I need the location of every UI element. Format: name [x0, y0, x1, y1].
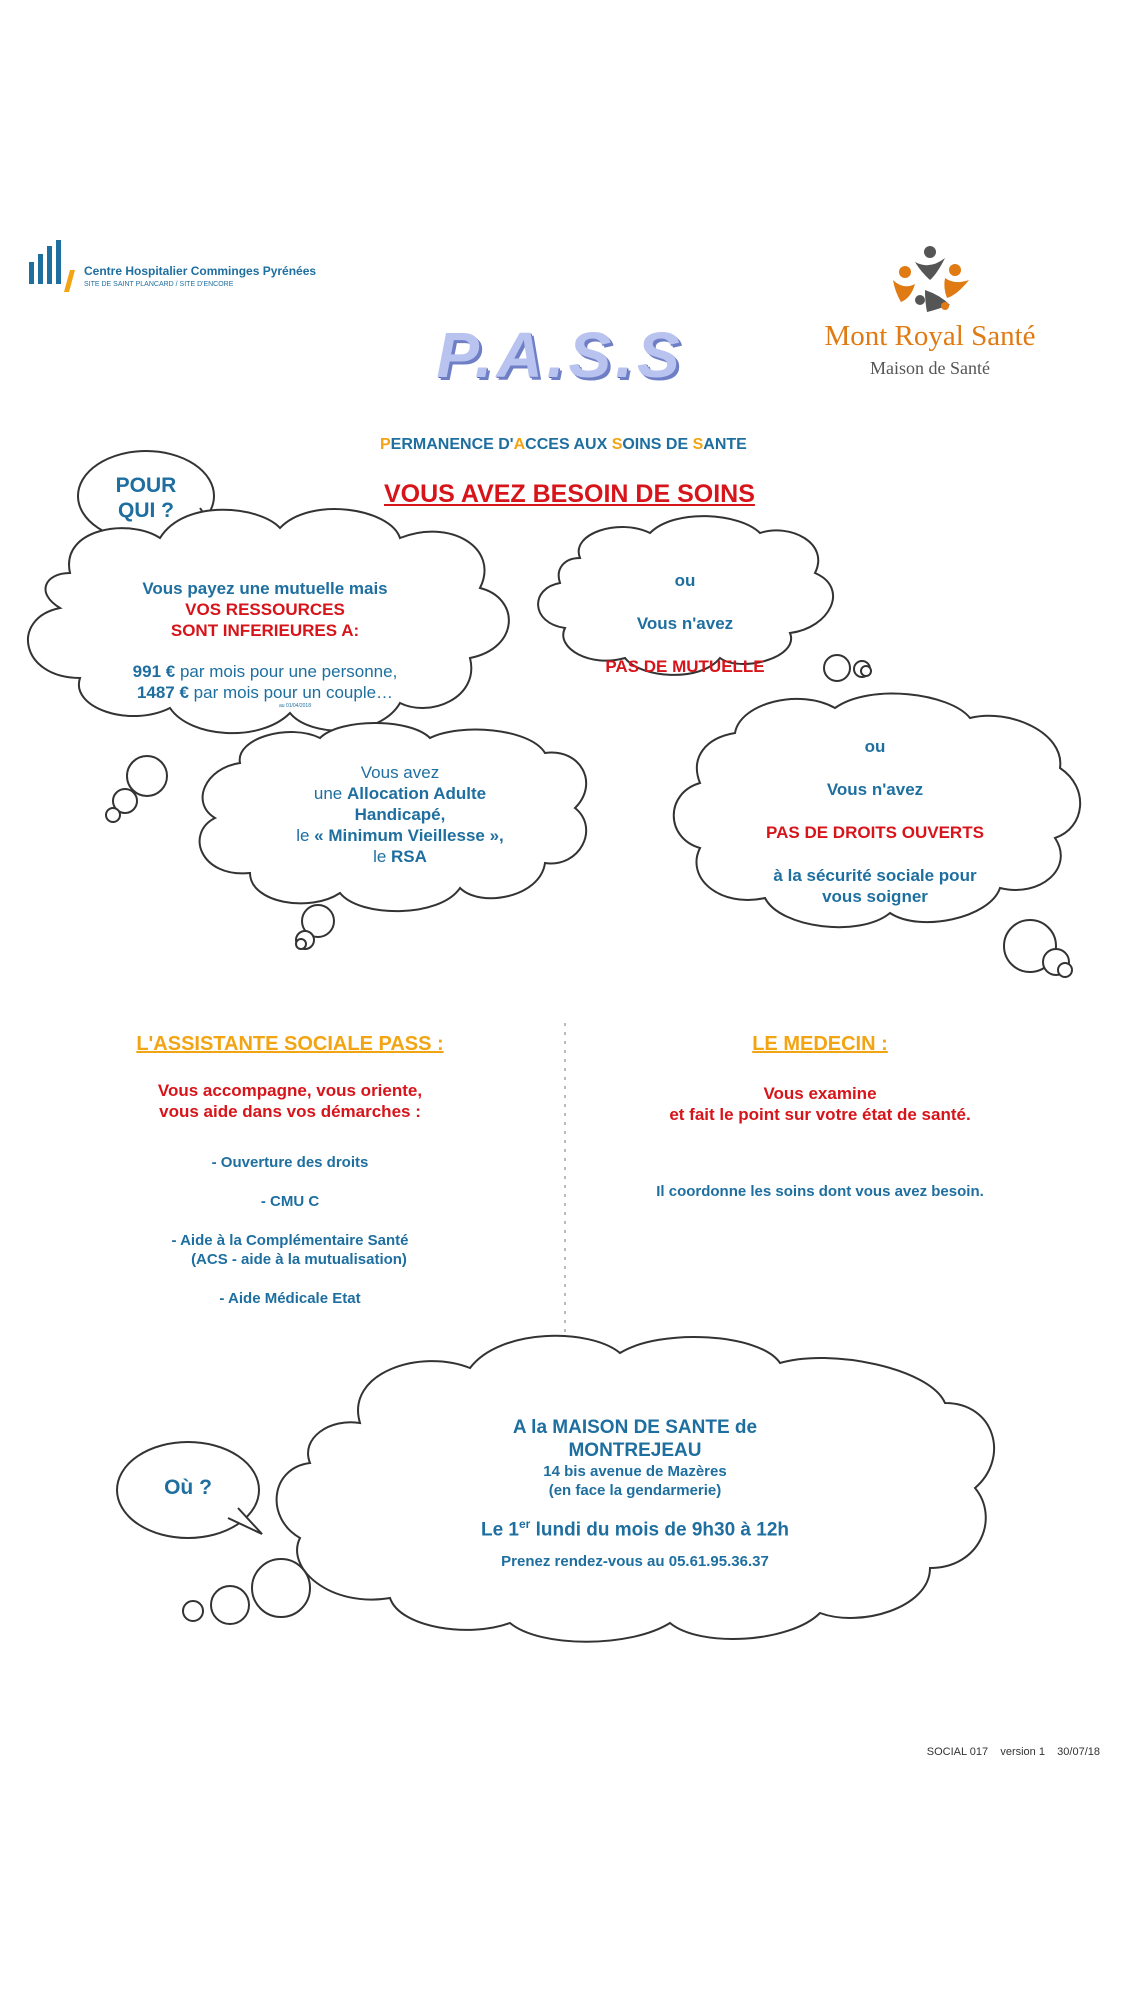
medecin-line: Vous examine: [763, 1084, 877, 1103]
cloud3-line: Handicapé,: [354, 805, 446, 824]
list-item: - Ouverture des droits: [211, 1154, 369, 1171]
subtitle-part: ERMANENCE D': [390, 436, 514, 453]
subtitle-part: CCES AUX: [525, 436, 612, 453]
assistante-list: [90, 1153, 490, 1308]
cloud4-line: à la sécurité sociale pour: [773, 866, 977, 885]
lieu-address: 14 bis avenue de Mazères: [543, 1463, 727, 1480]
cloud3-line: Vous avez: [360, 763, 440, 782]
brand-sub: Maison de Santé: [870, 358, 990, 378]
cloud3-line: le: [296, 826, 315, 845]
lieu-address-note: (en face la gendarmerie): [548, 1482, 722, 1499]
page-title: P.A.S.S: [436, 319, 684, 391]
medecin-line: et fait le point sur votre état de santé.: [669, 1105, 971, 1124]
medecin-title: LE MEDECIN :: [752, 1033, 888, 1055]
assistante-title: L'ASSISTANTE SOCIALE PASS :: [136, 1033, 444, 1055]
headline: VOUS AVEZ BESOIN DE SOINS: [384, 480, 755, 508]
cloud1-date-note: au 01/04/2018: [279, 703, 311, 709]
lieu-line: A la MAISON DE SANTE de: [512, 1417, 758, 1438]
cloud-allocation-text: [240, 762, 560, 867]
subtitle-part: ANTE: [703, 436, 747, 453]
subtitle-initial: S: [692, 436, 704, 453]
pass-flyer: [0, 228, 1125, 1773]
list-item: (ACS - aide à la mutualisation): [191, 1251, 407, 1268]
cloud1-line: Vous payez une mutuelle mais: [142, 579, 388, 598]
list-item: - CMU C: [260, 1193, 320, 1210]
cloud1-line: VOS RESSOURCES: [185, 600, 345, 619]
subtitle-part: OINS DE: [622, 436, 693, 453]
cloud-mutuelle-text: [565, 570, 805, 677]
cloud-lieu-text: [420, 1416, 850, 1571]
cloud-droits-text: [725, 736, 1025, 907]
amount-couple: 1487 €: [136, 683, 189, 702]
cloud3-line: une: [313, 784, 347, 803]
ou-label: Où ?: [164, 1476, 212, 1499]
lieu-schedule: [420, 1512, 850, 1542]
assistante-intro-line: vous aide dans vos démarches :: [159, 1102, 421, 1121]
medecin-intro: [620, 1083, 1020, 1125]
lieu-schedule-part: Le 1: [480, 1519, 519, 1541]
cloud3-line: « Minimum Vieillesse »,: [314, 826, 504, 845]
amount-single: 991 €: [132, 662, 176, 681]
cloud1-line: par mois pour un couple…: [188, 683, 394, 702]
lieu-schedule-sup: er: [519, 1517, 531, 1531]
cloud1-line: par mois pour une personne,: [175, 662, 398, 681]
cloud1-line: SONT INFERIEURES A:: [170, 621, 360, 640]
cloud-ressources-text: [80, 578, 450, 709]
cloud4-line: PAS DE DROITS OUVERTS: [766, 823, 984, 842]
list-item: - Aide Médicale Etat: [219, 1290, 361, 1307]
hospital-sub: SITE DE SAINT PLANCARD / SITE D'ENCORE: [84, 281, 234, 288]
lieu-phone: Prenez rendez-vous au 05.61.95.36.37: [501, 1553, 769, 1571]
brand-name: Mont Royal Santé: [824, 320, 1036, 352]
assistante-intro: [90, 1080, 490, 1122]
cloud4-line: Vous n'avez: [826, 780, 924, 799]
cloud3-line: RSA: [391, 847, 427, 866]
lieu-schedule-part: lundi du mois de 9h30 à 12h: [530, 1519, 790, 1541]
list-item: - Aide à la Complémentaire Santé: [171, 1232, 409, 1249]
assistante-intro-line: Vous accompagne, vous oriente,: [157, 1081, 423, 1100]
cloud2-line: Vous n'avez: [636, 614, 734, 633]
hospital-name: Centre Hospitalier Comminges Pyrénées: [84, 264, 317, 278]
cloud3-line: Allocation Adulte: [346, 784, 487, 803]
pour-qui-label: POUR QUI ?: [115, 474, 177, 522]
cloud2-line: PAS DE MUTUELLE: [605, 657, 765, 676]
cloud4-line: ou: [864, 737, 886, 756]
document-reference: SOCIAL 017 version 1 30/07/18: [926, 1746, 1100, 1758]
subtitle-initial: P: [380, 436, 391, 453]
cloud2-line: ou: [674, 571, 696, 590]
lieu-line: MONTREJEAU: [568, 1440, 702, 1461]
subtitle-initial: S: [611, 436, 623, 453]
subtitle-initial: A: [513, 436, 526, 453]
cloud4-line: vous soigner: [822, 887, 928, 906]
cloud3-line: le: [373, 847, 392, 866]
medecin-coordination: Il coordonne les soins dont vous avez besoin.: [656, 1183, 984, 1200]
